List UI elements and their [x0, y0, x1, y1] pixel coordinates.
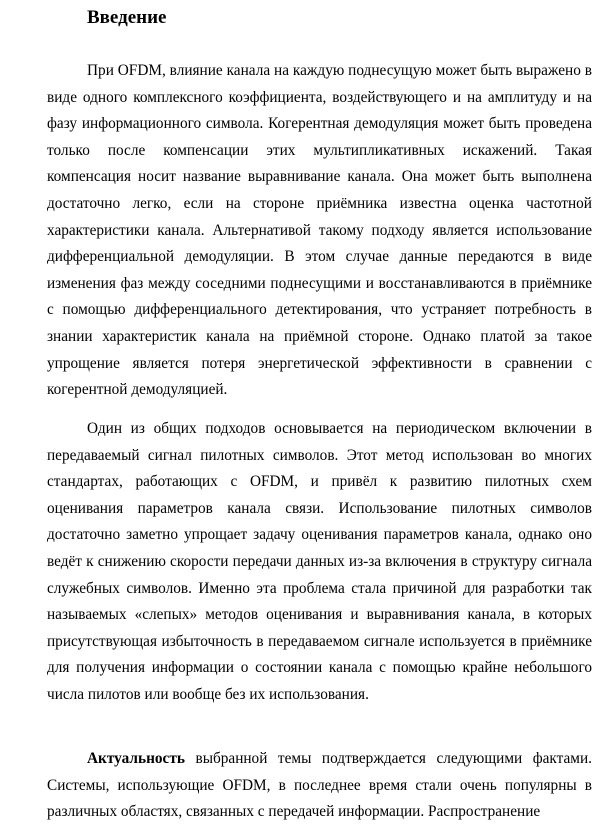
paragraph-pilot-symbols: Один из общих подходов основывается на периодическом включении в передаваемый сигнал пилотных символов. Этот метод использован во многих стандартах, работающих с OFDM, и привёл к развитию пилотных схем оценивания параметров канала связи. Использование пилотных символов достаточно заметно упрощает задачу оценивания параметров канала, однако оно ведёт к снижению скорости передачи данных из-за включения в структуру сигнала служебных символов. Именно эта проблема стала причиной для разработки так называемых «слепых» методов оценивания и выравнивания канала, в которых присутствующая избыточность в передаваемом сигнале используется в приёмнике для получения информации о состоянии канала с помощью крайне небольшого числа пилотов или вообще без их использования. — [47, 420, 592, 703]
page-title: Введение — [87, 7, 167, 28]
relevance-text: выбранной темы подтверждается следующими фактами. Системы, использующие OFDM, в последнее время стали очень популярны в различных областях, связанных с передачей информации. Распространение — [47, 750, 592, 821]
relevance-term: Актуальность — [87, 750, 185, 767]
paragraph-ofdm-channel: При OFDM, влияние канала на каждую поднесущую может быть выражено в виде одного комплексного коэффициента, воздействующего и на амплитуду и на фазу информационного символа. Когерентная демодуляция может быть проведена только после компенсации этих мультипликативных искажений. Такая компенсация носит название выравнивание канала. Она может быть выполнена достаточно легко, если на стороне приёмника известна оценка частотной характеристики канала. Альтернативой такому подходу является использование дифференциальной демодуляции. В этом случае данные передаются в виде изменения фаз между соседними поднесущими и восстанавливаются в приёмнике с помощью дифференциального детектирования, что устраняет потребность в знании характеристик канала на приёмной стороне. Однако платой за такое упрощение является потеря энергетической эффективности в сравнении с когерентной демодуляцией. — [47, 62, 592, 399]
paragraph-relevance — [47, 746, 592, 826]
